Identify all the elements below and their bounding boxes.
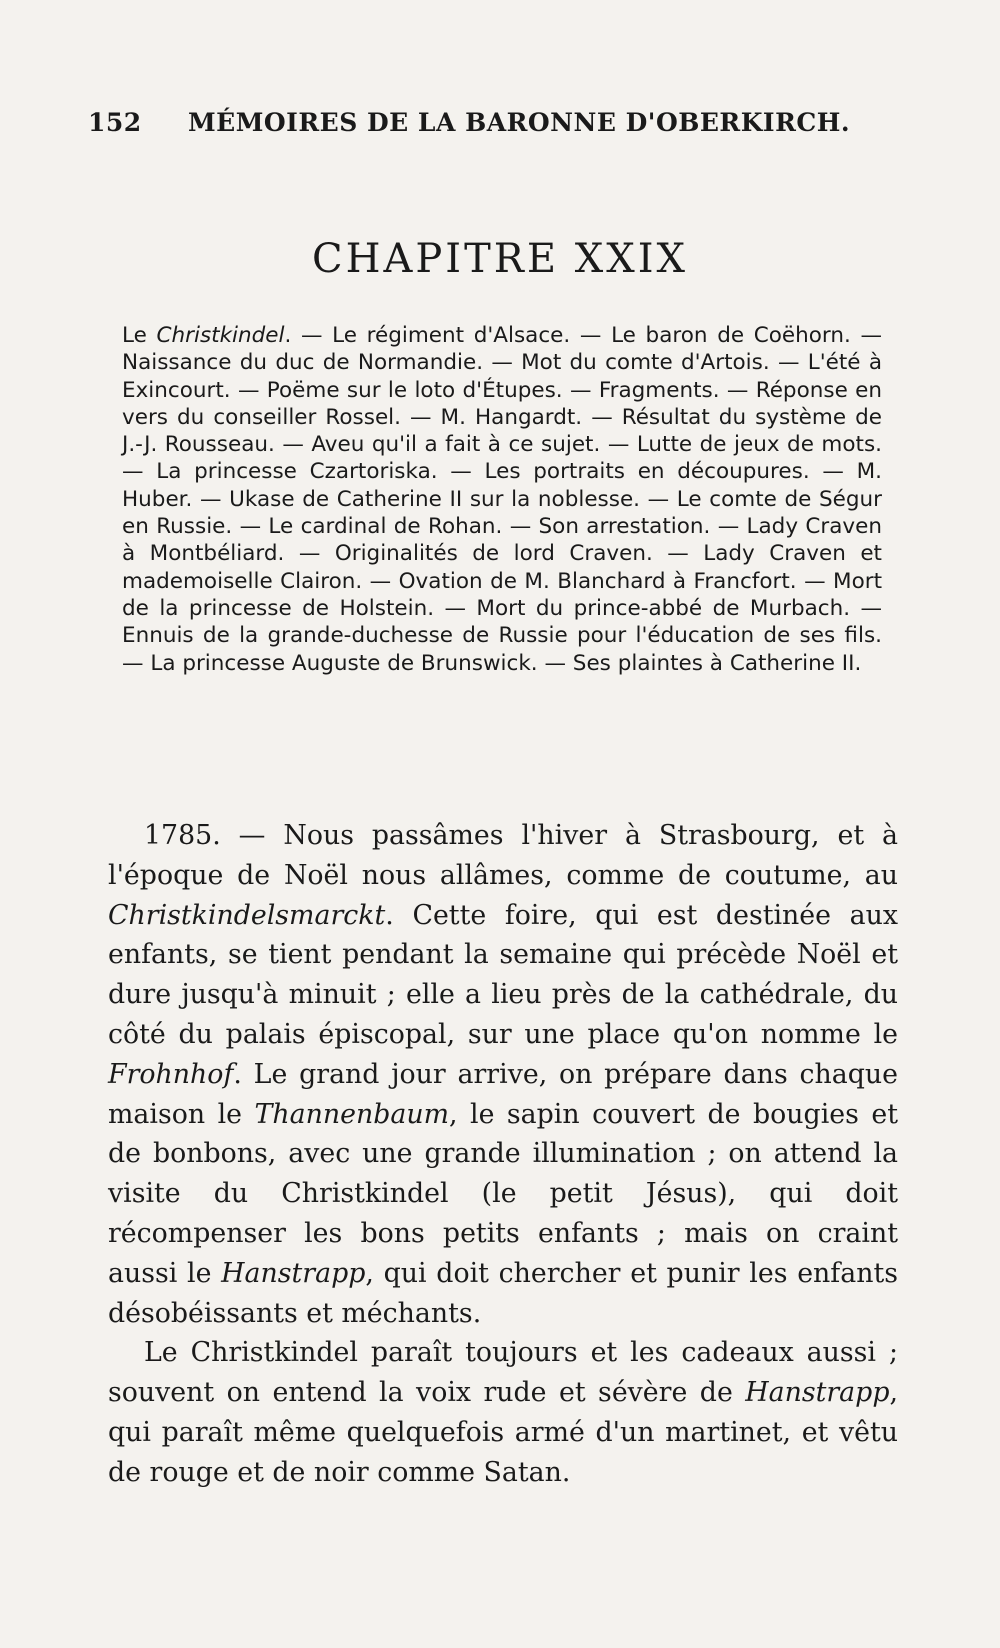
running-title: MÉMOIRES DE LA BARONNE D'OBERKIRCH. bbox=[188, 108, 851, 137]
paragraph-2-italic-1: Hanstrapp bbox=[745, 1377, 890, 1409]
paragraph-2-text-1: Le Christkindel paraît toujours et les cadeaux aussi ; souvent on entend la voix rude et sévère de bbox=[108, 1337, 898, 1409]
summary-italic-term: Christkindel bbox=[156, 323, 285, 348]
summary-start: Le bbox=[122, 323, 157, 348]
paragraph-1-italic-2: Frohnhof bbox=[108, 1058, 234, 1090]
paragraph-2 bbox=[108, 1333, 898, 1492]
paragraph-1-text-1: 1785. — Nous passâmes l'hiver à Strasbourg, et à l'époque de Noël nous allâmes, comme de coutume, au bbox=[108, 820, 898, 891]
page-number: 152 bbox=[88, 108, 142, 137]
paragraph-2-text-2: , qui paraît même quelquefois armé d'un martinet, et vêtu de rouge et de noir comme Satan. bbox=[108, 1377, 898, 1488]
running-head bbox=[88, 108, 851, 137]
paragraph-1-italic-1: Christkindelsmarckt bbox=[108, 899, 386, 931]
paragraph-1-text-4: , le sapin couvert de bougies et de bonbons, avec une grande illumination ; on attend la visite du Christkindel (le petit Jésus), qui doit récompenser les bons petits enfants ; mais on craint aussi le bbox=[108, 1098, 898, 1289]
paragraph-1-text-2: . Cette foire, qui est destinée aux enfants, se tient pendant la semaine qui précède Noël et dure jusqu'à minuit ; elle a lieu près de la cathédrale, du côté du palais épiscopal, sur une place qu'on nomme le bbox=[108, 899, 898, 1050]
paragraph-1-italic-4: Hanstrapp bbox=[221, 1257, 366, 1289]
body-text bbox=[108, 816, 898, 1493]
paragraph-1-text-5: , qui doit chercher et punir les enfants désobéissants et méchants. bbox=[108, 1257, 898, 1329]
paragraph-1-text-3: . Le grand jour arrive, on prépare dans chaque maison le bbox=[108, 1058, 898, 1130]
paragraph-1 bbox=[108, 816, 898, 1333]
chapter-title: CHAPITRE XXIX bbox=[311, 236, 689, 282]
summary-rest: . — Le régiment d'Alsace. — Le baron de Coëhorn. — Naissance du duc de Normandie. — Mot du comte d'Artois. — L'été à Exincourt. — Poëme sur le loto d'Étupes. — Fragments. — Réponse en vers du conseiller Rossel. — M. Hangardt. — Résultat du système de J.-J. Rousseau. — Aveu qu'il a fait à ce sujet. — Lutte de jeux de mots. — La princesse Czartoriska. — Les portraits en découpures. — M. Huber. — Ukase de Catherine II sur la noblesse. — Le comte de Ségur en Russie. — Le cardinal de Rohan. — Son arrestation. — Lady Craven à Montbéliard. — Originalités de lord Craven. — Lady Craven et mademoiselle Clairon. — Ovation de M. Blanchard à Francfort. — Mort de la princesse de Holstein. — Mort du prince-abbé de Murbach. — Ennuis de la grande-duchesse de Russie pour l'éducation de ses fils. — La princesse Auguste de Brunswick. — Ses plaintes à Catherine II. bbox=[122, 323, 882, 676]
chapter-summary bbox=[122, 322, 882, 677]
paragraph-1-italic-3: Thannenbaum bbox=[254, 1098, 450, 1130]
